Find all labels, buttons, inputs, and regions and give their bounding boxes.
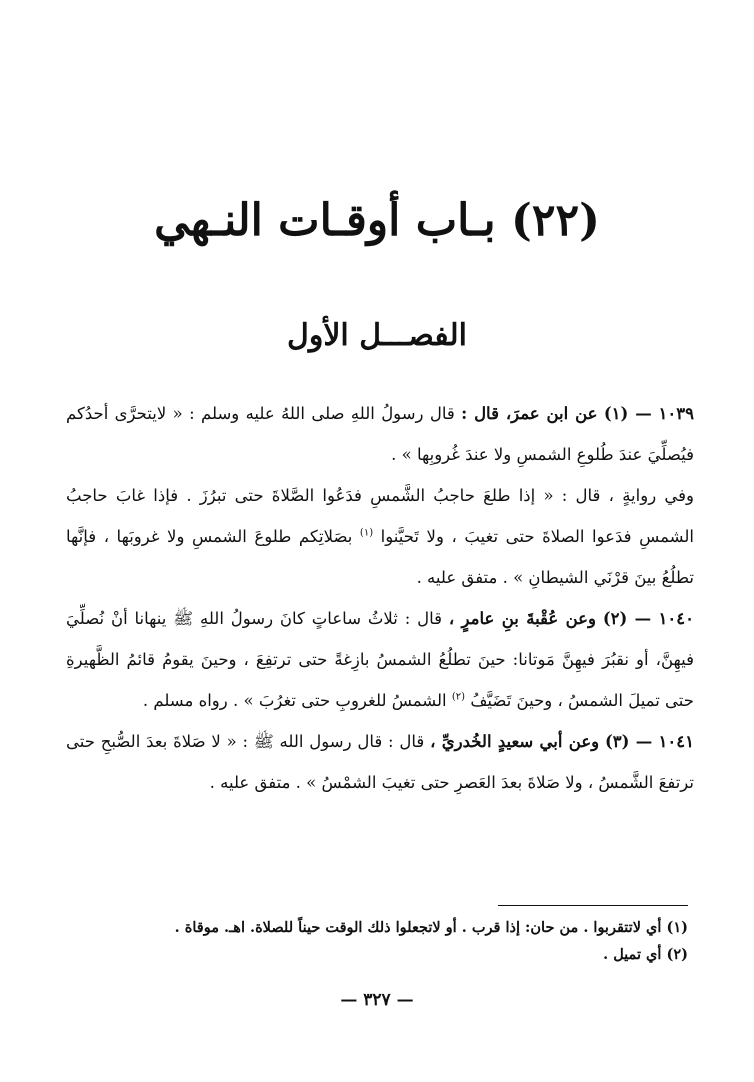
footnote-divider [498,905,688,906]
hadith-number: ١٠٣٩ — (١) [603,404,694,423]
hadith-number: ١٠٤١ — (٣) [604,732,694,751]
hadith-1039 [66,393,694,475]
section-title: الفصـــل الأول [287,318,467,353]
hadith-variant-text: وفي روايةٍ ، قال : « إذا طلعَ حاجبُ الشَّمسِ فدَعُوا الصَّلاةَ حتى تبرُزَ . فإذا غابَ حاجبُ الشمسِ فدَعوا الصلاةَ حتى تغيبَ ، ولا تَحيَّنوا [66,486,695,546]
footnote-marker: (١) [359,527,374,539]
hadith-1041 [66,721,694,803]
footnotes [60,914,688,968]
hadith-narrator: وعن أبي سعيدٍ الخُدريِّ ، [430,732,600,751]
chapter-title: (٢٢) بـاب أوقـات النـهي [154,195,600,246]
hadith-text: قال رسولُ اللهِ صلى اللهُ عليه وسلم : « لايتحرَّى أحدُكم فيُصلِّيَ عندَ طُلوعِ الشمسِ ولا عندَ غُروبِها » . [66,404,694,464]
hadith-1039-variant [66,475,694,598]
hadith-variant-text-end: بصَلاتِكم طلوعَ الشمسِ ولا غروبَها ، فإنَّها تطلُعُ بينَ قرْنَي الشيطانِ » . متفق عليه . [66,527,694,587]
footnote-marker: (٢) [451,691,466,703]
hadith-number: ١٠٤٠ — (٢) [602,609,694,628]
footnote-1: (١) أي لاتتقربوا . من حان: إذا قرب . أو لاتجعلوا ذلك الوقت حيناً للصلاة. اهـ. موقاة . [174,919,688,936]
body-text [66,393,694,803]
hadith-narrator: عن ابن عمرَ، قال : [461,404,598,423]
hadith-narrator: وعن عُقْبةَ بنِ عامرٍ ، [448,609,596,628]
hadith-1040 [66,598,694,721]
hadith-text: قال : ثلاثُ ساعاتٍ كانَ رسولُ اللهِ ﷺ ينهانا أنْ نُصلِّيَ فيهِنَّ، أو نقبُرَ فيهِنَّ مَوتانا: حينَ تطلُعُ الشمسُ بازِغةً حتى ترتفِعَ ، وحينَ يقومُ قائمُ الظَّهيرةِ حتى تميلَ الشمسُ ، وحينَ تَضَيَّفُ [66,609,694,710]
hadith-text: قال : قال رسول الله ﷺ : « لا صَلاةَ بعدَ الصُّبحِ حتى ترتفعَ الشَّمسُ ، ولا صَلاةَ بعدَ العَصرِ حتى تغيبَ الشمْسُ » . متفق عليه . [66,732,694,792]
page-number: — ٣٢٧ — [340,990,414,1010]
footnote-2: (٢) أي تميل . [603,946,688,963]
hadith-text-end: الشمسُ للغروبِ حتى تغرُبَ » . رواه مسلم . [142,691,447,710]
